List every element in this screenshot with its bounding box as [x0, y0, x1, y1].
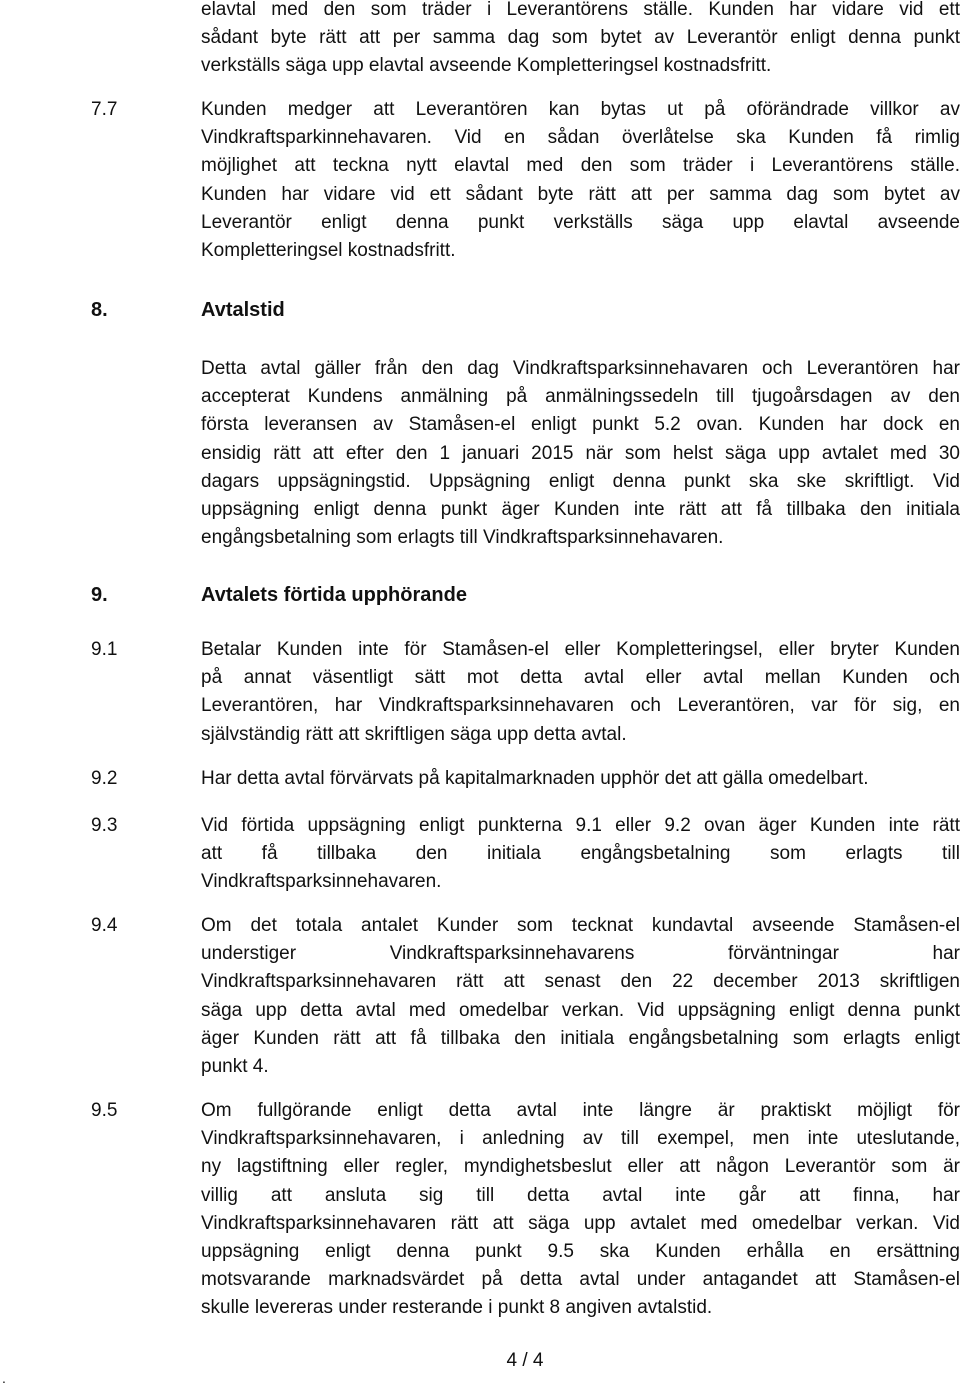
page-number: 4 / 4 — [506, 1350, 544, 1371]
text-line: sådant byte rätt att per samma dag som bytet av Leverantör enligt denna punkt — [201, 27, 960, 49]
text-line: möjlighet att teckna nytt elavtal med den som träder i Leverantörens ställe. — [201, 155, 960, 177]
text-line: engångsbetalning som erlagts till Vindkraftsparksinnehavaren. — [201, 527, 724, 549]
text-line: Leverantör enligt denna punkt verkställs säga upp elavtal avseende — [201, 211, 960, 233]
text-line: Kunden har vidare vid ett sådant byte rätt att per samma dag som bytet av — [201, 183, 960, 205]
section-heading-number: 9. — [91, 584, 108, 606]
section-9-4-paragraph — [201, 912, 960, 1081]
text-line: skulle levereras under resterande i punkt 8 angiven avtalstid. — [201, 1297, 713, 1319]
text-line: understiger Vindkraftsparksinnehavarens förväntningar har — [201, 943, 960, 965]
text-line: Vindkraftsparksinnehavaren. — [201, 871, 442, 893]
section-9-3-paragraph — [201, 812, 960, 897]
text-line: Betalar Kunden inte för Stamåsen-el eller Kompletteringsel, eller bryter Kunden — [201, 639, 960, 660]
text-line: Om fullgörande enligt detta avtal inte längre är praktiskt möjligt för — [201, 1100, 960, 1121]
section-9-2-paragraph — [201, 765, 960, 793]
section-heading-title: Avtalets förtida upphörande — [201, 584, 467, 606]
text-line: villig att ansluta sig till detta avtal inte går att finna, har — [201, 1184, 960, 1206]
text-line: att få tillbaka den initiala engångsbetalning som erlagts till — [201, 843, 960, 865]
section-number: 9.4 — [91, 915, 118, 936]
text-line: ny lagstiftning eller regler, myndighetsbeslut eller att någon Leverantör som är — [201, 1156, 960, 1178]
text-line: dagars uppsägningstid. Uppsägning enligt denna punkt ska ske skriftligt. Vid — [201, 470, 960, 492]
text-line: Kompletteringsel kostnadsfritt. — [201, 240, 456, 262]
section-number: 7.7 — [91, 99, 118, 120]
text-line: Leverantören, har Vindkraftsparksinnehavaren och Leverantören, var för sig, en — [201, 695, 960, 717]
text-line: motsvarande marknadsvärdet på detta avtal under antagandet att Stamåsen-el — [201, 1269, 960, 1291]
text-line: Kunden medger att Leverantören kan bytas ut på oförändrade villkor av — [201, 99, 960, 120]
section-number: 9.3 — [91, 815, 118, 836]
text-line: Vid förtida uppsägning enligt punkterna 9.1 eller 9.2 ovan äger Kunden inte rätt — [201, 815, 960, 836]
text-line: första leveransen av Stamåsen-el enligt punkt 5.2 ovan. Kunden har dock en — [201, 414, 960, 436]
text-line: Vindkraftsparksinnehavaren rätt att säga upp avtalet med omedelbar verkan. Vid — [201, 1212, 960, 1234]
section-7-7-paragraph — [201, 96, 960, 265]
text-line: på annat väsentligt sätt mot detta avtal eller avtal mellan Kunden och — [201, 667, 960, 689]
text-line: äger Kunden rätt att få tillbaka den initiala engångsbetalning som erlagts enligt — [201, 1027, 960, 1049]
section-heading-title: Avtalstid — [201, 299, 285, 321]
section-9-5-paragraph — [201, 1097, 960, 1323]
text-line: ensidig rätt att efter den 1 januari 2015 när som helst säga upp avtalet med 30 — [201, 442, 960, 464]
text-line: Vindkraftsparksinnehavaren, i anledning av till exempel, men inte uteslutande, — [201, 1128, 960, 1150]
stray-dot: . — [2, 1370, 6, 1386]
section-number: 9.2 — [91, 768, 118, 789]
section-heading-number: 8. — [91, 299, 108, 321]
section-8-paragraph — [201, 355, 960, 552]
text-line: uppsägning enligt denna punkt äger Kunden inte rätt att få tillbaka den initiala — [201, 499, 960, 521]
text-line: självständig rätt att skriftligen säga upp detta avtal. — [201, 723, 627, 745]
text-line: Om det totala antalet Kunder som tecknat kundavtal avseende Stamåsen-el — [201, 915, 960, 936]
text-line: elavtal med den som träder i Leverantörens ställe. Kunden har vidare vid ett — [201, 0, 960, 20]
text-line: Vindkraftsparkinnehavaren. Vid en sådan överlåtelse ska Kunden få rimlig — [201, 127, 960, 149]
top-paragraph — [201, 0, 960, 81]
text-line: säga upp detta avtal med omedelbar verkan. Vid uppsägning enligt denna punkt — [201, 999, 960, 1021]
section-9-1-paragraph — [201, 636, 960, 749]
text-line: punkt 4. — [201, 1056, 269, 1078]
section-number: 9.1 — [91, 639, 118, 660]
text-line: accepterat Kundens anmälning på anmälningssedeln till tjugoårsdagen av den — [201, 386, 960, 408]
text-line: uppsägning enligt denna punkt 9.5 ska Kunden erhålla en ersättning — [201, 1241, 960, 1263]
text-line: Har detta avtal förvärvats på kapitalmarknaden upphör det att gälla omedelbart. — [201, 768, 869, 789]
text-line: Detta avtal gäller från den dag Vindkraftsparksinnehavaren och Leverantören har — [201, 358, 960, 379]
text-line: verkställs säga upp elavtal avseende Kompletteringsel kostnadsfritt. — [201, 55, 772, 77]
section-number: 9.5 — [91, 1100, 118, 1121]
text-line: Vindkraftsparksinnehavaren rätt att senast den 22 december 2013 skriftligen — [201, 971, 960, 993]
